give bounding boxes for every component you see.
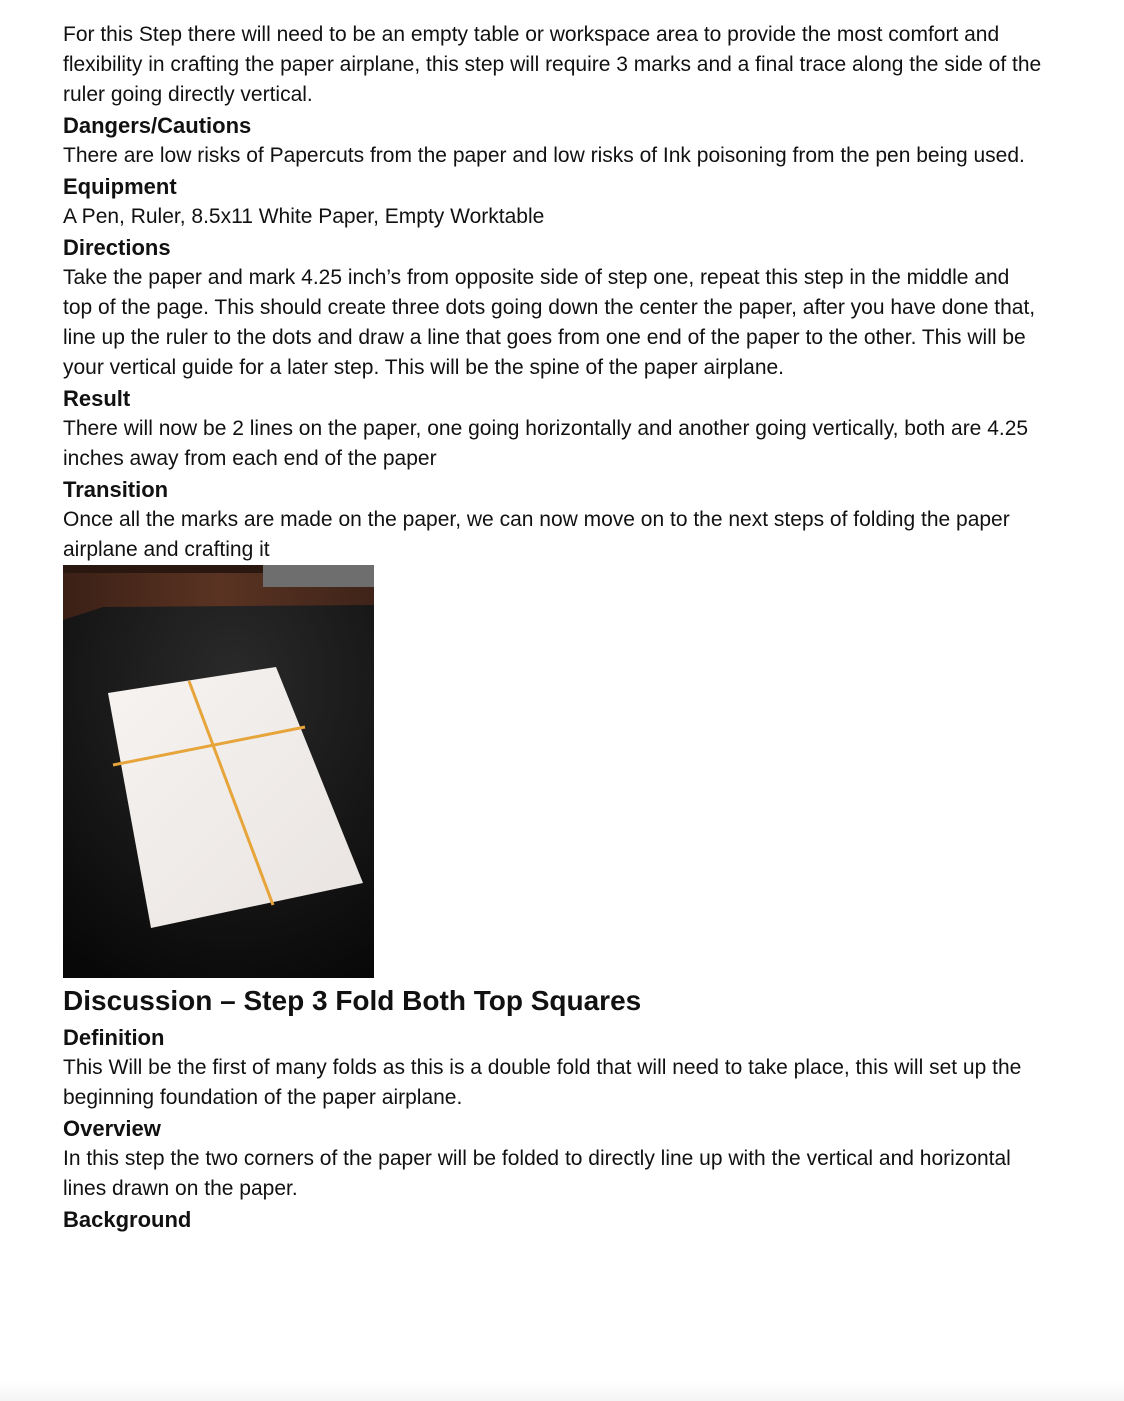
result-heading: Result xyxy=(63,386,131,411)
paper-marks-photo xyxy=(63,565,374,978)
background-heading: Background xyxy=(63,1207,192,1232)
result-text: There will now be 2 lines on the paper, one going horizontally and another going vertically, both are 4.25 inches away from each end of the paper xyxy=(63,417,1029,470)
discussion-title: Discussion – Step 3 Fold Both Top Squares xyxy=(63,985,642,1016)
definition-heading: Definition xyxy=(63,1025,165,1050)
document-page xyxy=(63,20,1043,1235)
directions-heading: Directions xyxy=(63,235,171,260)
dangers-heading: Dangers/Cautions xyxy=(63,113,252,138)
equipment-heading: Equipment xyxy=(63,174,177,199)
directions-text: Take the paper and mark 4.25 inch’s from opposite side of step one, repeat this step in the middle and top of the page. This should create three dots going down the center the paper, after you have done that, line up the ruler to the dots and draw a line that goes from one end of the paper to the other. This will be your vertical guide for a later step. This will be the spine of the paper airplane. xyxy=(63,266,1036,379)
object-background xyxy=(263,565,374,587)
overview-heading: Overview xyxy=(63,1116,161,1141)
page-bottom-edge xyxy=(0,1381,1124,1401)
definition-text: This Will be the first of many folds as this is a double fold that will need to take place, this will set up the beginning foundation of the paper airplane. xyxy=(63,1056,1022,1109)
transition-heading: Transition xyxy=(63,477,169,502)
intro-paragraph: For this Step there will need to be an empty table or workspace area to provide the most comfort and flexibility in crafting the paper airplane, this step will require 3 marks and a final trace along the side of the ruler going directly vertical. xyxy=(63,23,1042,106)
transition-text: Once all the marks are made on the paper, we can now move on to the next steps of folding the paper airplane and crafting it xyxy=(63,508,1010,561)
equipment-text: A Pen, Ruler, 8.5x11 White Paper, Empty Worktable xyxy=(63,205,545,228)
dangers-text: There are low risks of Papercuts from the paper and low risks of Ink poisoning from the pen being used. xyxy=(63,144,1025,167)
overview-text: In this step the two corners of the paper will be folded to directly line up with the vertical and horizontal lines drawn on the paper. xyxy=(63,1147,1011,1200)
